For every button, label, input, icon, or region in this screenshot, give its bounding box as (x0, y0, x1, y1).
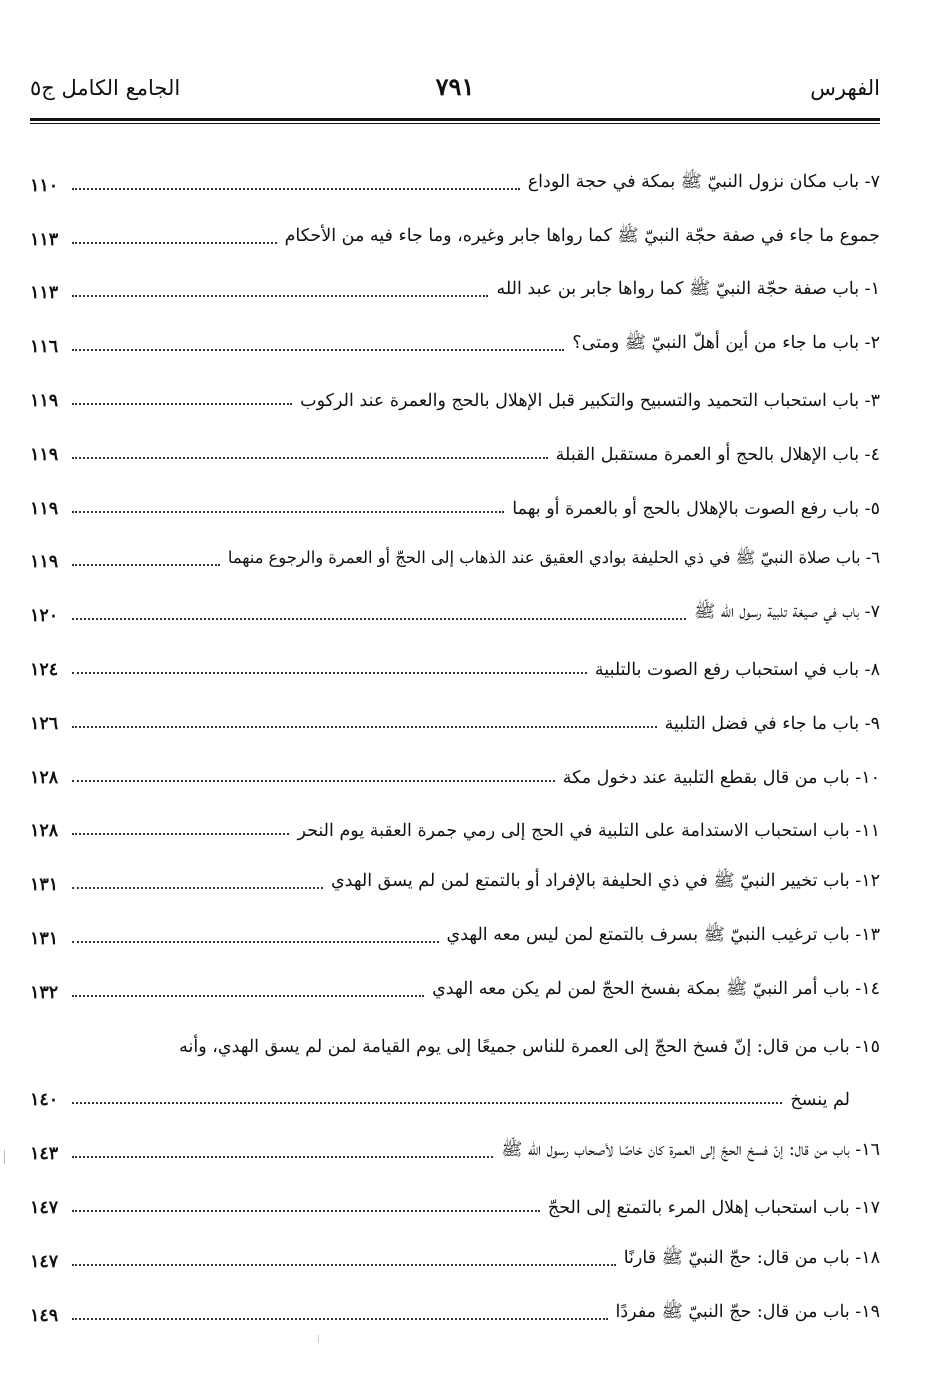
toc-entry (30, 841, 880, 895)
toc-entry (30, 519, 880, 573)
toc-entry-page: ١٢٤ (30, 659, 59, 680)
dot-leader (72, 188, 520, 190)
toc-entry-page: ١٢٠ (30, 606, 59, 627)
dot-leader (72, 403, 292, 405)
toc-entry (30, 250, 880, 304)
dot-leader (72, 295, 488, 297)
toc-entry (30, 895, 880, 949)
toc-entry (30, 357, 880, 411)
toc-entry-title: ١٠- باب من قال بقطع التلبية عند دخول مكة (562, 767, 880, 788)
header-rule-thin (30, 123, 880, 124)
dot-leader (72, 672, 587, 674)
toc-entry (30, 572, 880, 626)
toc-entry-wrapped-line2 (30, 1057, 880, 1111)
table-of-contents (30, 142, 880, 1326)
toc-entry (30, 303, 880, 357)
toc-entry-title: ٨- باب في استحباب رفع الصوت بالتلبية (594, 659, 880, 680)
toc-entry-page: ١١٠ (30, 175, 59, 196)
toc-entry (30, 465, 880, 519)
toc-entry (30, 949, 880, 1003)
dot-leader (72, 995, 424, 997)
dot-leader (72, 726, 657, 728)
toc-entry-title: ١٥- باب من قال: إنّ فسخ الحجّ إلى العمرة للناس جميعًا إلى يوم القيامة لمن لم يسق الهدي، وأنه (179, 1036, 880, 1057)
toc-entry-title: ١٧- باب استحباب إهلال المرء بالتمتع إلى الحجّ (547, 1197, 880, 1218)
dot-leader (72, 457, 548, 459)
toc-entry-page: ١٤٧ (30, 1251, 59, 1272)
dot-leader (72, 1264, 616, 1266)
toc-entry-page: ١٢٨ (30, 767, 59, 788)
dot-leader (72, 833, 289, 835)
index-page (30, 62, 880, 1326)
toc-entry-page: ١١٣ (30, 229, 59, 250)
dot-leader (72, 780, 555, 782)
toc-entry-title: ١٦- باب من قال: إنّ فسخ الحجّ إلى العمرة كان خاصًا لأصحاب رسول الله ﷺ (501, 1140, 880, 1161)
toc-entry (30, 1272, 880, 1326)
header-rule-thick (30, 118, 880, 121)
toc-entry-page: ١١٣ (30, 283, 59, 304)
toc-entry-page: ١٢٦ (30, 713, 59, 734)
toc-entry-title: ١٨- باب من قال: حجّ النبيّ ﷺ قارنًا (623, 1247, 880, 1268)
toc-entry-page: ١٤٠ (30, 1090, 59, 1111)
toc-entry-page: ١١٩ (30, 444, 59, 465)
toc-entry-title: ١٢- باب تخيير النبيّ ﷺ في ذي الحليفة بالإفراد أو بالتمتع لمن لم يسق الهدي (330, 871, 880, 892)
toc-entry-title: ٤- باب الإهلال بالحج أو العمرة مستقبل القبلة (555, 444, 880, 465)
page-number: ٧٩١ (435, 72, 475, 101)
book-title: الجامع الكامل ج٥ (30, 76, 181, 100)
section-title: الفهرس (810, 76, 880, 100)
toc-entry-title: ١- باب صفة حجّة النبيّ ﷺ كما رواها جابر بن عبد الله (496, 279, 880, 300)
dot-leader (72, 941, 439, 943)
toc-entry-title: ٣- باب استحباب التحميد والتسبيح والتكبير قبل الإهلال بالحج والعمرة عند الركوب (300, 390, 880, 411)
toc-entry-title: ١٣- باب ترغيب النبيّ ﷺ بسرف بالتمتع لمن ليس معه الهدي (446, 924, 880, 945)
toc-entry-title-cont: لم ينسخ (790, 1090, 850, 1111)
dot-leader (72, 1156, 493, 1158)
dot-leader (72, 618, 686, 620)
dot-leader (72, 349, 564, 351)
dot-leader (72, 242, 277, 244)
page-header (30, 62, 880, 118)
toc-entry-title: ١٤- باب أمر النبيّ ﷺ بمكة بفسخ الحجّ لمن لم يكن معه الهدي (432, 978, 880, 999)
dot-leader (72, 887, 323, 889)
toc-entry-page: ١٤٧ (30, 1197, 59, 1218)
toc-entry-title: ٥- باب رفع الصوت بالإهلال بالحج أو بالعمرة أو بهما (512, 498, 880, 519)
dot-leader (72, 511, 504, 513)
toc-entry (30, 680, 880, 734)
toc-entry-page: ١١٩ (30, 498, 59, 519)
toc-entry (30, 142, 880, 196)
toc-entry-title: ٧- باب مكان نزول النبيّ ﷺ بمكة في حجة الوداع (527, 171, 880, 192)
toc-entry-title: ٦- باب صلاة النبيّ ﷺ في ذي الحليفة بوادي العقيق عند الذهاب إلى الحجّ أو العمرة والرجوع منهما (227, 548, 880, 568)
toc-entry (30, 196, 880, 250)
toc-entry-page: ١١٦ (30, 337, 59, 358)
toc-entry-title: ١٩- باب من قال: حجّ النبيّ ﷺ مفردًا (615, 1301, 880, 1322)
toc-entry-page: ١١٩ (30, 390, 59, 411)
toc-entry-title: ٩- باب ما جاء في فضل التلبية (664, 713, 880, 734)
toc-entry-page: ١٣١ (30, 875, 59, 896)
toc-entry-title: جموع ما جاء في صفة حجّة النبيّ ﷺ كما رواها جابر وغيره، وما جاء فيه من الأحكام (284, 225, 880, 246)
toc-entry-page: ١٤٩ (30, 1305, 59, 1326)
scan-edge-mark (318, 1335, 319, 1343)
toc-entry (30, 734, 880, 788)
scan-edge-mark (4, 1150, 5, 1164)
dot-leader (72, 1318, 608, 1320)
toc-entry-page: ١٣١ (30, 928, 59, 949)
toc-entry-page: ١٢٨ (30, 821, 59, 842)
dot-leader (72, 564, 220, 566)
toc-entry (30, 626, 880, 680)
toc-entry-wrapped-line1 (30, 1003, 880, 1057)
toc-entry-page: ١١٩ (30, 552, 59, 573)
toc-entry (30, 1218, 880, 1272)
toc-entry (30, 1164, 880, 1218)
toc-entry-page: ١٤٣ (30, 1144, 59, 1165)
dot-leader (72, 1210, 540, 1212)
toc-entry (30, 411, 880, 465)
toc-entry-page: ١٣٢ (30, 982, 59, 1003)
toc-entry-title: ١١- باب استحباب الاستدامة على التلبية في الحج إلى رمي جمرة العقبة يوم النحر (297, 821, 880, 842)
toc-entry (30, 788, 880, 842)
toc-entry-title: ٧- باب في صيغة تلبية رسول الله ﷺ (694, 602, 880, 623)
toc-entry-title: ٢- باب ما جاء من أين أهلّ النبيّ ﷺ ومتى؟ (572, 333, 880, 354)
dot-leader (72, 1102, 782, 1104)
toc-entry (30, 1110, 880, 1164)
